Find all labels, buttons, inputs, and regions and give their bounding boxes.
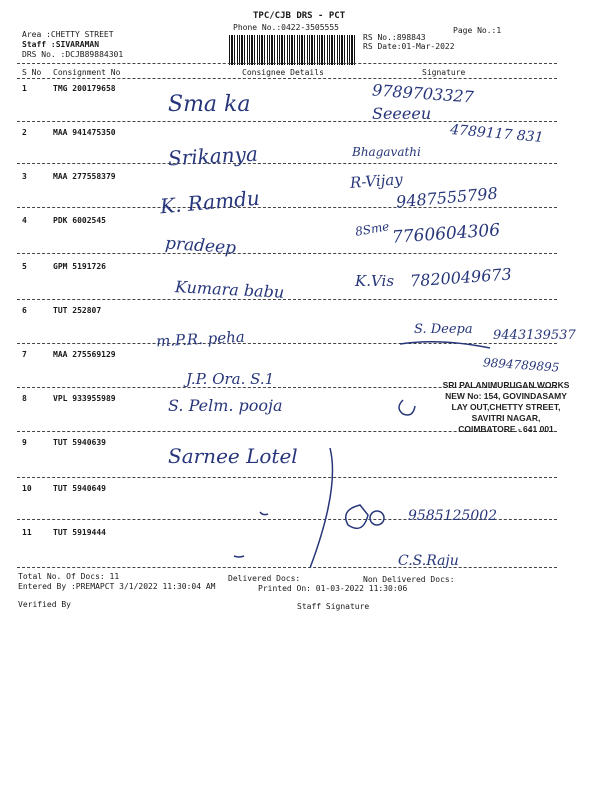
row-consignment: TUT 252807 [53,306,102,315]
pen-stroke [370,511,384,525]
handwritten-signature: K.Vis [355,272,395,290]
handwritten-signature: 8Sme [354,219,391,239]
entered-by: Entered By :PREMAPCT 3/1/2022 11:30:04 AM [18,582,216,591]
handwritten-phone: 4789117 831 [449,121,545,147]
row-sno: 7 [22,350,27,359]
pen-stroke [400,342,490,348]
pen-stroke [346,505,368,528]
row-sno: 5 [22,262,27,271]
row-sno: 1 [22,84,27,93]
row-sno: 9 [22,438,27,447]
row-consignment: MAA 275569129 [53,350,116,359]
row-consignment: MAA 941475350 [53,128,116,137]
handwritten-name: J.P. Ora. S.1 [186,370,275,388]
handwritten-phone: 9443139537 [493,328,576,343]
row-consignment: GPM 5191726 [53,262,106,271]
col-consignee: Consignee Details [242,68,324,77]
row-consignment: VPL 933955989 [53,394,116,403]
stamp-line: SRI PALANIMURUGAN WORKS [442,380,570,390]
area-label: Area :CHETTY STREET [22,30,114,39]
col-signature: Signature [422,68,466,77]
row-sno: 6 [22,306,27,315]
handwritten-name: K. Ramdu [159,185,261,219]
handwritten-phone: 9585125002 [408,508,498,524]
non-delivered-docs: Non Delivered Docs: [363,575,455,584]
phone-number: Phone No.:0422-3505555 [233,23,339,32]
handwritten-name: Sarnee Lotel [168,444,298,468]
row-sno: 10 [22,484,32,493]
pen-stroke [260,512,268,515]
row-consignment: TUT 5940649 [53,484,106,493]
page-number: Page No.:1 [453,26,502,35]
handwritten-name: m.P.R. peha [155,327,246,351]
handwritten-name: Srikanya [167,141,259,171]
handwritten-name: Sma ka [168,92,251,117]
handwritten-signature: S. Deepa [414,322,473,337]
verified-by: Verified By [18,600,71,609]
rs-number: RS No.:898843 [363,33,426,42]
handwritten-signature: C.S.Raju [398,553,459,569]
row-consignment: TMG 200179658 [53,84,116,93]
row-consignment: TUT 5919444 [53,528,106,537]
company-stamp [416,380,596,435]
rs-date: RS Date:01-Mar-2022 [363,42,455,51]
handwritten-phone: 9487555798 [395,183,499,212]
handwritten-phone: 9789703327 [371,80,475,107]
handwritten-phone: 7760604306 [391,220,501,248]
handwritten-phone: 7820049673 [409,264,513,291]
pen-stroke [399,400,415,415]
staff-signature: Staff Signature [297,602,370,611]
pen-stroke [234,556,244,557]
col-sno: S No [22,68,42,77]
drs-number: DRS No. :DCJB89884301 [22,50,124,59]
handwritten-signature: R-Vijay [349,170,404,192]
stamp-line: NEW No: 154, GOVINDASAMY [445,391,567,401]
handwritten-signature: Bhagavathi [352,145,421,159]
row-sno: 2 [22,128,27,137]
pen-stroke [310,448,333,568]
delivered-docs: Delivered Docs: [228,574,301,583]
row-sno: 4 [22,216,27,225]
row-consignment: MAA 277558379 [53,172,116,181]
handwritten-signature: Seeeeu [372,104,432,123]
stamp-line: LAY OUT,CHETTY STREET, [451,402,561,412]
handwritten-phone: 9894789895 [482,355,560,375]
row-consignment: TUT 5940639 [53,438,106,447]
total-docs: Total No. Of Docs: 11 [18,572,120,581]
row-sno: 3 [22,172,27,181]
row-sno: 8 [22,394,27,403]
row-sno: 11 [22,528,32,537]
printed-on: Printed On: 01-03-2022 11:30:06 [258,584,408,593]
col-consignment: Consignment No [53,68,121,77]
handwritten-name: S. Pelm. pooja [168,396,283,415]
handwritten-name: Kumara babu [174,277,285,302]
stamp-line: COIMBATORE - 641 001 [458,424,554,434]
staff-label: Staff :SIVARAMAN [22,40,100,49]
row-consignment: PDK 6002545 [53,216,106,225]
handwritten-name: pradeep [164,233,237,259]
document-title: TPC/CJB DRS - PCT [253,11,346,21]
stamp-line: SAVITRI NAGAR, [471,413,541,423]
